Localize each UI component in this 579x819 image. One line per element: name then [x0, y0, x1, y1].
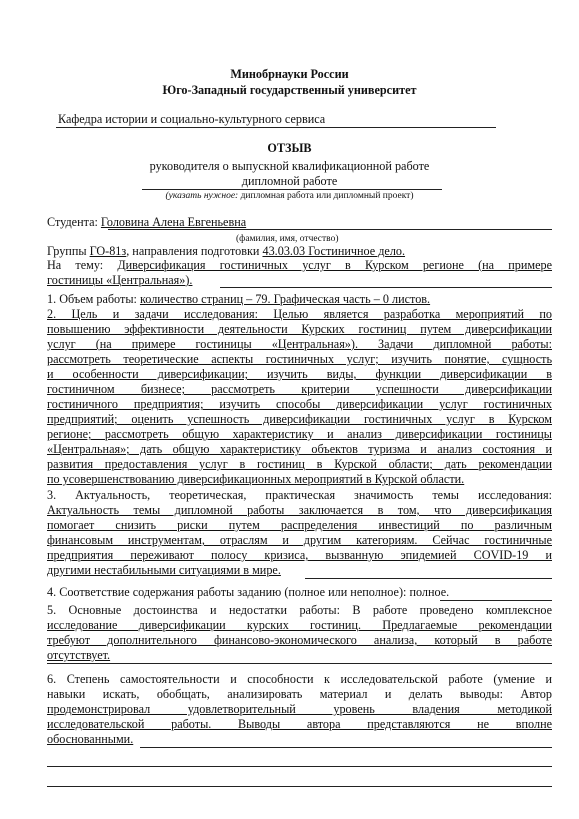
- section-3-line: Актуальность темы дипломной работы заключается в том, что диверсификация: [47, 503, 552, 517]
- section-1: [47, 292, 430, 307]
- section-3-line: финансовым инструментам, отраслям и другим категориям. Сейчас гостиничные: [47, 533, 552, 547]
- blank-line: [47, 766, 552, 767]
- section-3-line: предприятия переживают полосу кризиса, вызванную эпидемией COVID-19 и: [47, 548, 552, 562]
- topic-label: На тему:: [47, 258, 104, 272]
- section-2-line: предприятий; оценить успешность диверсификации гостиничных услуг в Курском: [47, 412, 552, 426]
- group-value: ГО-81з: [89, 244, 127, 258]
- student-name: Головина Алена Евгеньевна: [100, 215, 247, 229]
- section-2-line: «Центральная»; дать общую характеристику объектов туризма и анализ состояния и: [47, 442, 552, 456]
- section-3-line: другими нестабильными ситуациями в мире.: [47, 563, 281, 577]
- section-2-line: гостиничном бизнесе; рассмотреть критерии успешности диверсификации: [47, 382, 552, 396]
- section-6-line: навыки искать, обобщать, анализировать материал и делать выводы: Автор: [47, 687, 552, 701]
- section-4: 4. Соответствие содержания работы заданию (полное или неполное): полное.: [47, 585, 450, 599]
- student-label: Студента:: [47, 215, 98, 229]
- section-6-line: 6. Степень самостоятельности и способности к исследовательской работе (умение и: [47, 672, 552, 686]
- section-3-underline: [305, 578, 552, 579]
- university-title: Юго-Западный государственный университет: [162, 83, 417, 97]
- section-1-value: количество страниц – 79. Графическая часть – 0 листов.: [139, 292, 431, 306]
- section-5-underline: [47, 663, 552, 664]
- document-title: ОТЗЫВ: [267, 141, 312, 155]
- section-6-line: исследовательской работы. Выводы автора представляются не вполне: [47, 717, 552, 731]
- section-2-line: 2. Цель и задачи исследования: Целью является разработка мероприятий по: [47, 307, 552, 321]
- section-6-line: обоснованными.: [47, 732, 134, 746]
- section-5-line: 5. Основные достоинства и недостатки работы: В работе проведено комплексное: [47, 603, 552, 617]
- section-5-line: требуют дополнительного финансово-экономического анализа, который в работе: [47, 633, 552, 647]
- section-2-line: и особенности диверсификации; изучить виды, функции диверсификации в: [47, 367, 552, 381]
- section-2-line: рассмотреть теоретические аспекты гостиничных услуг; изучить понятие, сущность: [47, 352, 552, 366]
- section-6-line: продемонстрировал удовлетворительный уровень владения методикой: [47, 702, 552, 716]
- direction-label: , направления подготовки: [126, 244, 260, 258]
- section-3-line: помогает снизить риски путем распределения инвестиций по различным: [47, 518, 552, 532]
- section-2-line: повышению эффективности деятельности Курских гостиниц путем диверсификации: [47, 322, 552, 336]
- section-2-line: развития предоставления услуг в гостиниц в Курской области; дать рекомендации: [47, 457, 552, 471]
- section-2-line: по усовершенствованию диверсификационных мероприятий в Курской области.: [47, 472, 465, 486]
- work-type-hint: (указать нужное: дипломная работа или дипломный проект): [165, 191, 414, 201]
- topic-underline: [220, 287, 552, 288]
- section-6-underline: [140, 747, 552, 748]
- student-underline: [108, 229, 552, 230]
- document-subtitle: руководителя о выпускной квалификационной работе: [149, 159, 430, 173]
- group-label: Группы: [47, 244, 87, 258]
- group-line: [47, 244, 405, 259]
- work-type: дипломной работе: [241, 174, 338, 188]
- department-name: Кафедра истории и социально-культурного сервиса: [58, 112, 326, 126]
- topic-line-2: [47, 273, 552, 288]
- section-2-line: гостиничного предприятия; изучить способы диверсификации услуг гостиничных: [47, 397, 552, 411]
- section-5-line: отсутствует.: [47, 648, 111, 662]
- topic-text-2: гостиницы «Центральная»).: [47, 273, 193, 287]
- topic-text-1: Диверсификация гостиничных услуг в Курском регионе (на примере: [117, 258, 552, 272]
- section-1-label: 1. Объем работы:: [47, 292, 137, 306]
- department-underline: [56, 127, 496, 128]
- ministry-title: Минобрнауки России: [230, 67, 349, 81]
- section-5-line: исследование диверсификации курских гостиниц. Предлагаемые рекомендации: [47, 618, 552, 632]
- section-4-underline: [440, 600, 552, 601]
- section-2-line: регионе; рассмотреть общую характеристику и анализ диверсификации гостиницы: [47, 427, 552, 441]
- student-line: [47, 215, 246, 230]
- section-3-line: 3. Актуальность, теоретическая, практическая значимость темы исследования:: [47, 488, 552, 502]
- blank-line: [47, 786, 552, 787]
- direction-value: 43.03.03 Гостиничное дело.: [262, 244, 406, 258]
- topic-line-1: [47, 258, 552, 273]
- student-name-hint: (фамилия, имя, отчество): [236, 234, 339, 244]
- section-2-line: услуг (на примере гостиницы «Центральная»). Задачи дипломной работы:: [47, 337, 552, 351]
